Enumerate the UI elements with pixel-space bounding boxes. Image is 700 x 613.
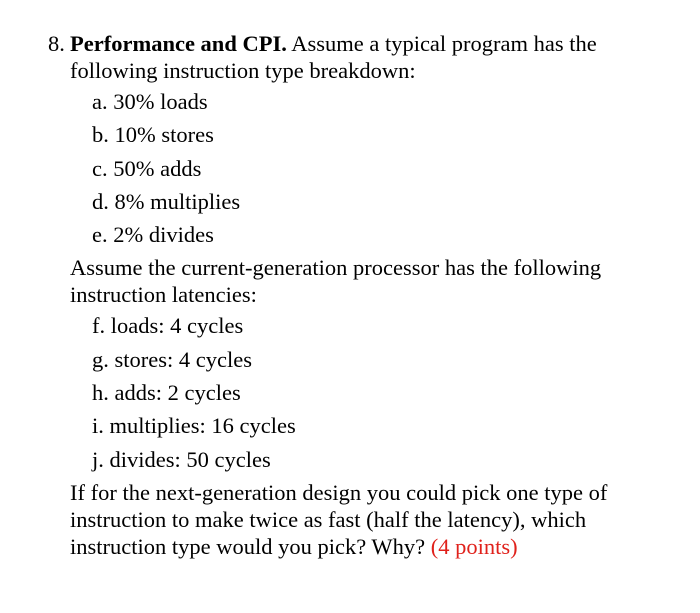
prompt-line-2: instruction to make twice as fast (half the latency), which [70,506,587,532]
points-label: (4 points) [430,533,518,559]
breakdown-item-stores: b. 10% stores [92,122,214,148]
latency-intro-line-1: Assume the current-generation processor has the following [70,255,602,281]
prompt-line-3 [70,533,668,560]
question-intro-line-2: following instruction type breakdown: [70,58,416,83]
question-block [48,30,668,560]
breakdown-item-loads: a. 30% loads [92,89,208,114]
question-heading [48,30,668,57]
question-title: Performance and CPI. [70,31,287,56]
instruction-breakdown-list [92,88,668,254]
latency-item-adds: h. adds: 2 cycles [92,380,241,406]
breakdown-item-multiplies: d. 8% multiplies [92,188,241,214]
instruction-latency-list [92,312,668,478]
latency-item-loads: f. loads: 4 cycles [92,313,244,339]
latency-item-multiplies: i. multiplies: 16 cycles [92,413,296,439]
breakdown-item-divides: e. 2% divides [92,222,214,248]
intro-text: Assume a typical program has the [286,31,597,56]
question-intro-line-1 [70,30,597,57]
question-number: 8. [48,31,65,56]
latency-intro-line-2: instruction latencies: [70,282,257,308]
prompt-text: instruction type would you pick? Why? [70,533,431,559]
latency-item-stores: g. stores: 4 cycles [92,346,252,372]
latency-item-divides: j. divides: 50 cycles [92,446,271,472]
breakdown-item-adds: c. 50% adds [92,155,202,181]
prompt-line-1: If for the next-generation design you could pick one type of [70,479,608,505]
